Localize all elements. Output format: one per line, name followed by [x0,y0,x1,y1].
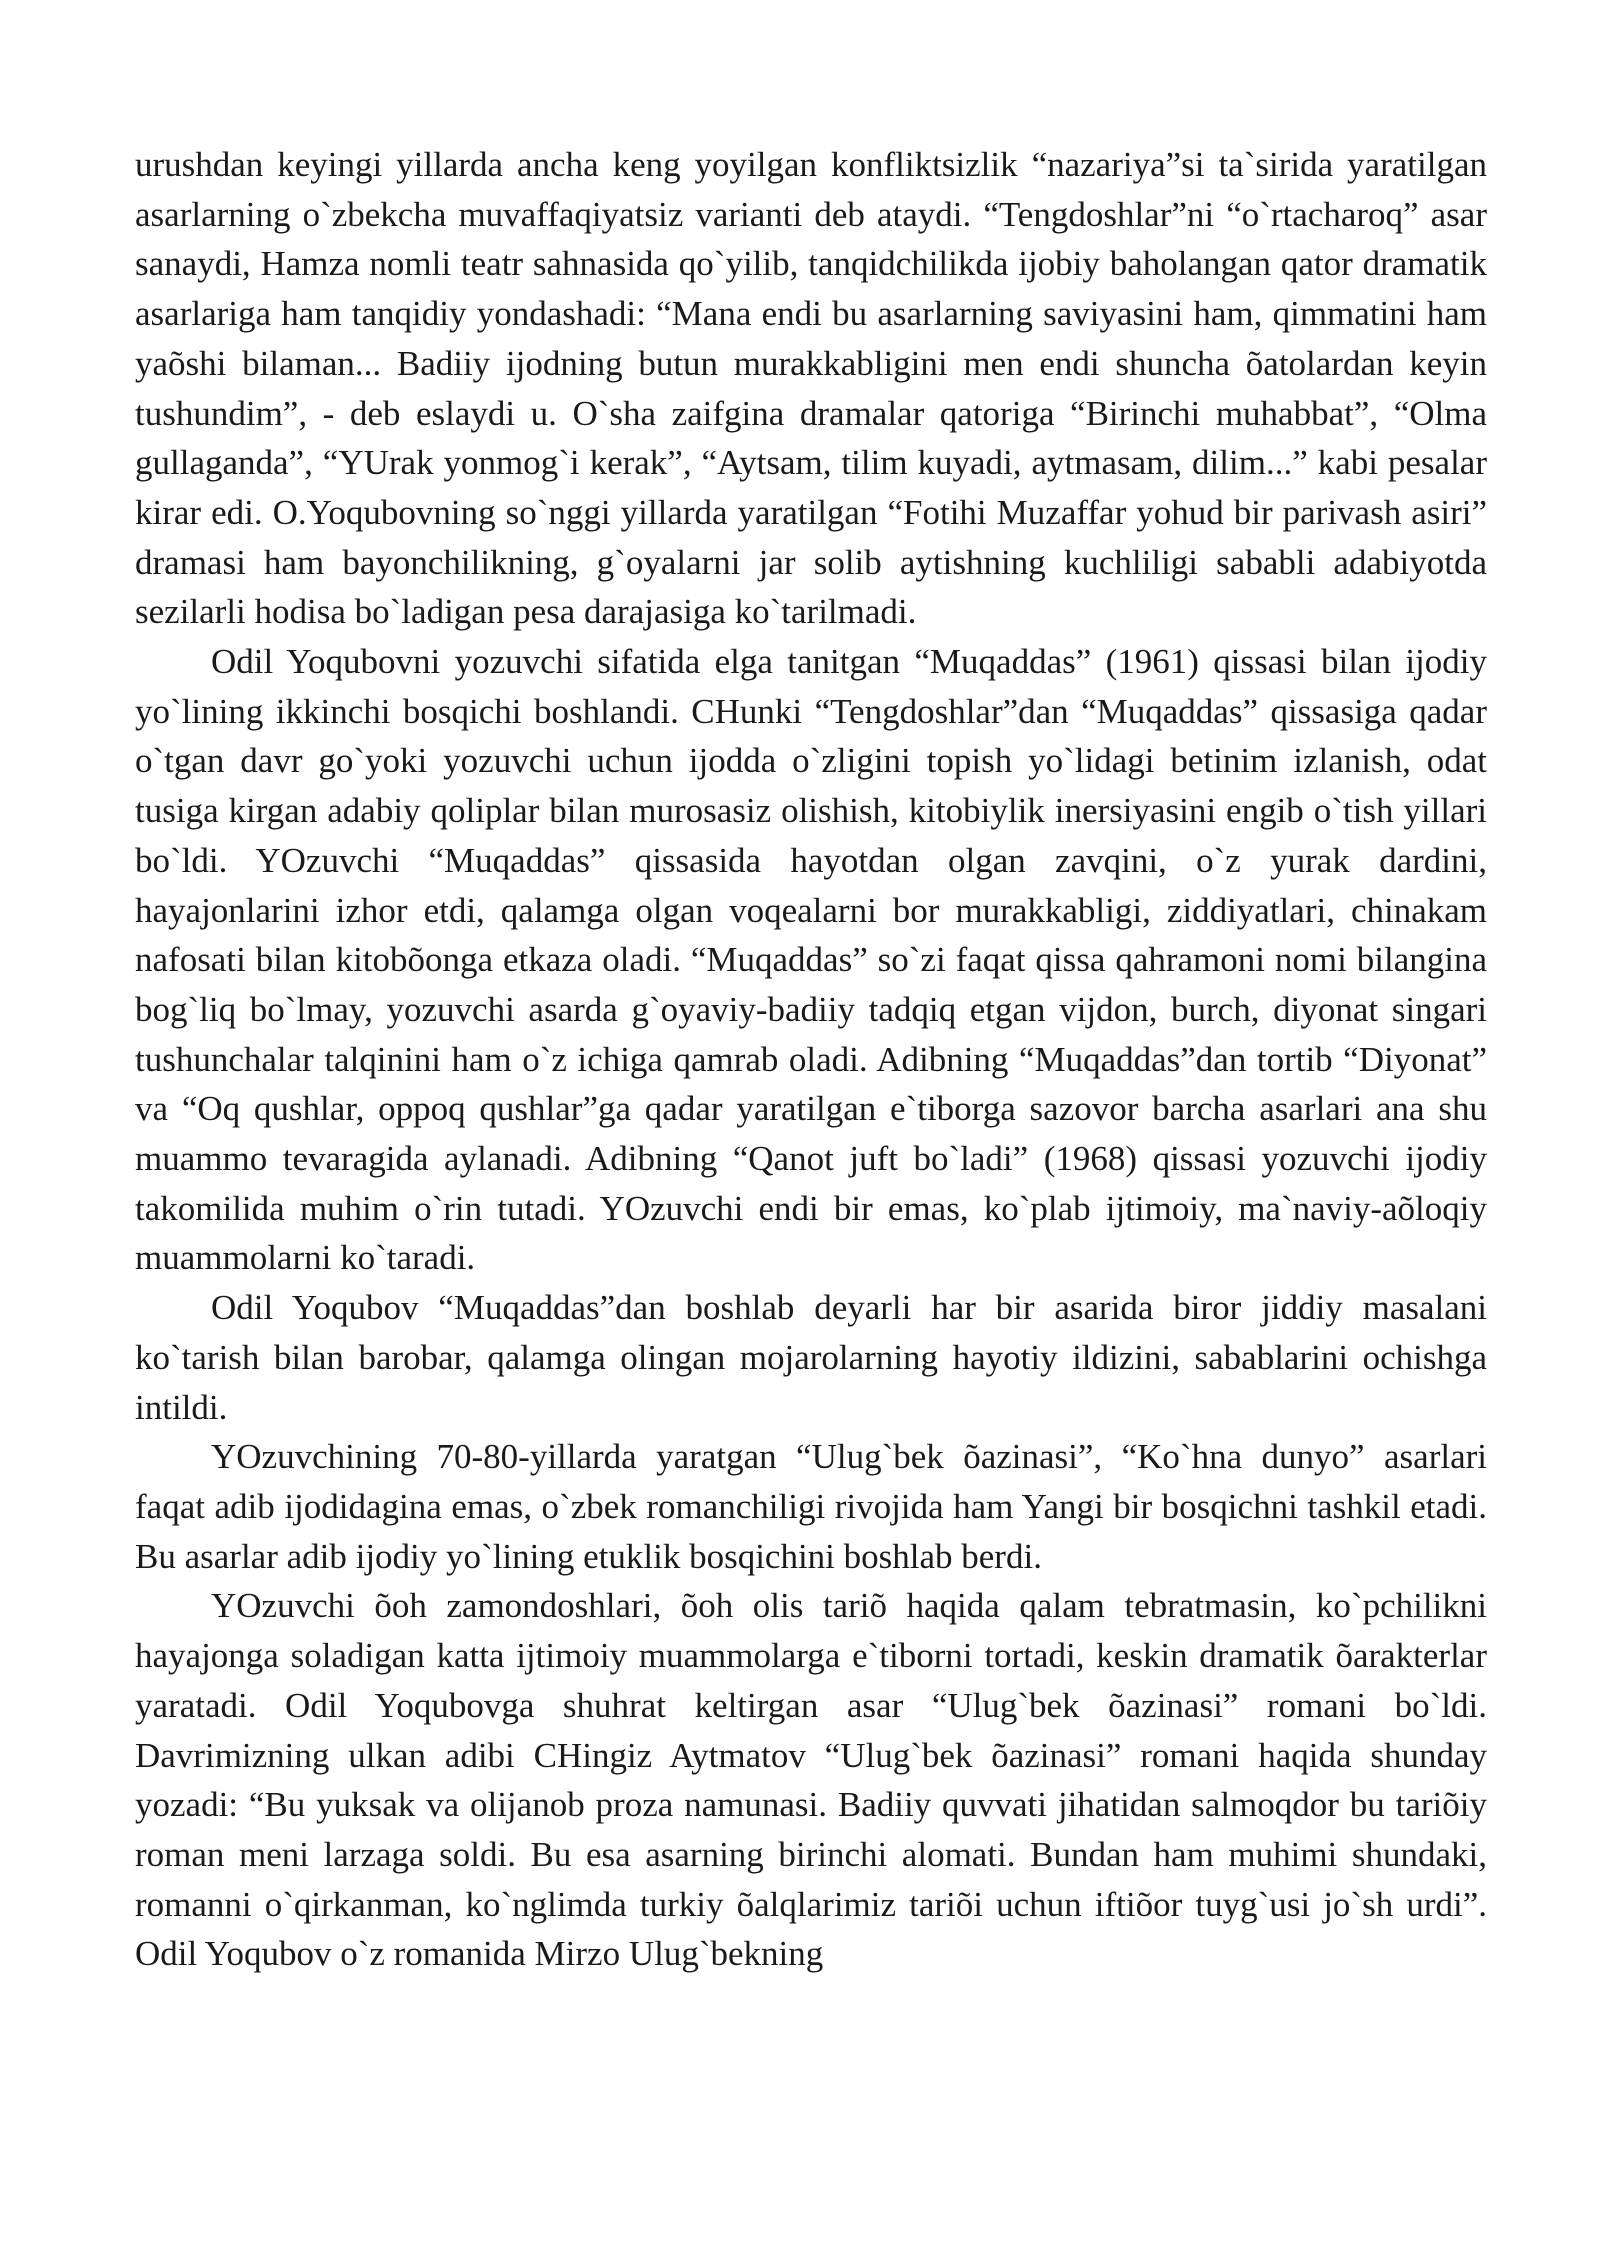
paragraph-1: urushdan keyingi yillarda ancha keng yoyilgan konfliktsizlik “nazariya”si ta`sirida yaratilgan asarlarning o`zbekcha muvaffaqiyatsiz varianti deb ataydi. “Tengdoshlar”ni “o`rtacharoq” asar sanaydi, Hamza nomli teatr sahnasida qo`yilib, tanqidchilikda ijobiy baholangan qator dramatik asarlariga ham tanqidiy yondashadi: “Mana endi bu asarlarning saviyasini ham, qimmatini ham yaõshi bilaman... Badiiy ijodning butun murakkabligini men endi shuncha õatolardan keyin tushundim”, - deb eslaydi u. O`sha zaifgina dramalar qatoriga “Birinchi muhabbat”, “Olma gullaganda”, “YUrak yonmog`i kerak”, “Aytsam, tilim kuyadi, aytmasam, dilim...” kabi pesalar kirar edi. O.Yoqubovning so`nggi yillarda yaratilgan “Fotihi Muzaffar yohud bir parivash asiri” dramasi ham bayonchilikning, g`oyalarni jar solib aytishning kuchliligi sababli adabiyotda sezilarli hodisa bo`ladigan pesa darajasiga ko`tarilmadi. [135,145,1487,632]
paragraph-4: YOzuvchining 70-80-yillarda yaratgan “Ulug`bek õazinasi”, “Ko`hna dunyo” asarlari faqat adib ijodidagina emas, o`zbek romanchiligi rivojida ham Yangi bir bosqichni tashkil etadi. Bu asarlar adib ijodiy yo`lining etuklik bosqichini boshlab berdi. [135,1437,1487,1576]
paragraph-3: Odil Yoqubov “Muqaddas”dan boshlab deyarli har bir asarida biror jiddiy masalani ko`tarish bilan barobar, qalamga olingan mojarolarning hayotiy ildizini, sabablarini ochishga intildi. [135,1288,1487,1427]
paragraph-5: YOzuvchi õoh zamondoshlari, õoh olis tariõ haqida qalam tebratmasin, ko`pchilikni hayajonga soladigan katta ijtimoiy muammolarga e`tiborni tortadi, keskin dramatik õarakterlar yaratadi. Odil Yoqubovga shuhrat keltirgan asar “Ulug`bek õazinasi” romani bo`ldi. Davrimizning ulkan adibi CHingiz Aytmatov “Ulug`bek õazinasi” romani haqida shunday yozadi: “Bu yuksak va olijanob proza namunasi. Badiiy quvvati jihatidan salmoqdor bu tariõiy roman meni larzaga soldi. Bu esa asarning birinchi alomati. Bundan ham muhimi shundaki, romanni o`qirkanman, ko`nglimda turkiy õalqlarimiz tariõi uchun iftiõor tuyg`usi jo`sh urdi”. Odil Yoqubov o`z romanida Mirzo Ulug`bekning [135,1586,1487,1974]
document-page [135,140,1487,1979]
paragraph-2: Odil Yoqubovni yozuvchi sifatida elga tanitgan “Muqaddas” (1961) qissasi bilan ijodiy yo`lining ikkinchi bosqichi boshlandi. CHunki “Tengdoshlar”dan “Muqaddas” qissasiga qadar o`tgan davr go`yoki yozuvchi uchun ijodda o`zligini topish yo`lidagi betinim izlanish, odat tusiga kirgan adabiy qoliplar bilan murosasiz olishish, kitobiylik inersiyasini engib o`tish yillari bo`ldi. YOzuvchi “Muqaddas” qissasida hayotdan olgan zavqini, o`z yurak dardini, hayajonlarini izhor etdi, qalamga olgan voqealarni bor murakkabligi, ziddiyatlari, chinakam nafosati bilan kitobõonga etkaza oladi. “Muqaddas” so`zi faqat qissa qahramoni nomi bilangina bog`liq bo`lmay, yozuvchi asarda g`oyaviy-badiiy tadqiq etgan vijdon, burch, diyonat singari tushunchalar talqinini ham o`z ichiga qamrab oladi. Adibning “Muqaddas”dan tortib “Diyonat” va “Oq qushlar, oppoq qushlar”ga qadar yaratilgan e`tiborga sazovor barcha asarlari ana shu muammo tevaragida aylanadi. Adibning “Qanot juft bo`ladi” (1968) qissasi yozuvchi ijodiy takomilida muhim o`rin tutadi. YOzuvchi endi bir emas, ko`plab ijtimoiy, ma`naviy-aõloqiy muammolarni ko`taradi. [135,642,1487,1278]
